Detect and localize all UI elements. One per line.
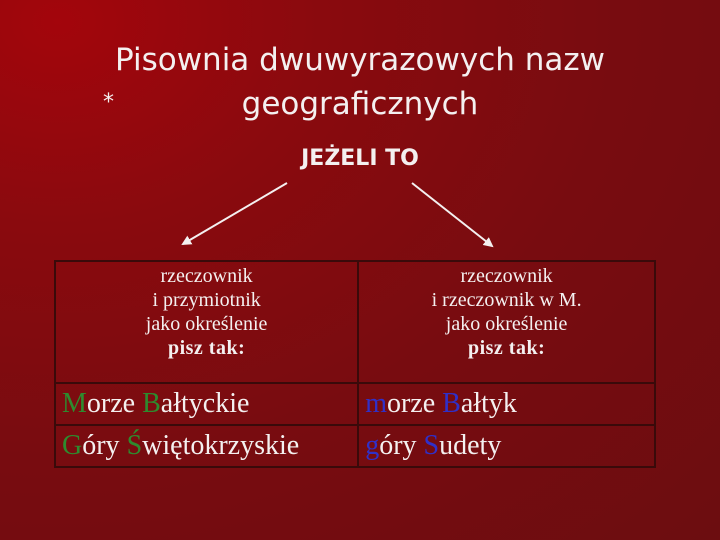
rest-text: ałtyckie <box>160 388 250 419</box>
rest-text: óry <box>82 430 127 461</box>
subtitle: JEŻELI TO <box>301 146 419 171</box>
second-letter: S <box>423 430 440 461</box>
right-header-line: rzeczownik <box>460 265 553 287</box>
first-letter: M <box>62 388 87 419</box>
rules-table <box>54 260 656 468</box>
rest-text: udety <box>439 430 502 461</box>
first-letter: m <box>365 388 387 419</box>
example-morze-baltyckie <box>55 383 358 425</box>
bullet-star: * <box>103 90 114 115</box>
title-line-1: Pisownia dwuwyrazowych nazw <box>114 42 606 78</box>
right-header-line: jako określenie <box>445 313 568 335</box>
first-letter: g <box>365 430 380 461</box>
right-header-cell <box>358 261 655 383</box>
rest-text: óry <box>379 430 424 461</box>
example-morze-baltyk <box>358 383 655 425</box>
left-header-line: jako określenie <box>145 313 268 335</box>
example-gory-sudety <box>358 425 655 467</box>
left-header-line: i przymiotnik <box>152 289 261 311</box>
first-letter: G <box>62 430 83 461</box>
rest-text: orze <box>86 388 143 419</box>
right-header-line: i rzeczownik w M. <box>431 289 582 311</box>
example-gory-swietokrzyskie <box>55 425 358 467</box>
left-header-line: rzeczownik <box>160 265 253 287</box>
rest-text: orze <box>386 388 443 419</box>
rest-text: więtokrzyskie <box>142 430 300 461</box>
second-letter: B <box>442 388 461 419</box>
second-letter: Ś <box>126 430 143 461</box>
rest-text: ałtyk <box>460 388 517 419</box>
arrow-left <box>183 183 287 244</box>
left-header-instruction: pisz tak: <box>167 337 246 359</box>
second-letter: B <box>142 388 161 419</box>
right-header-instruction: pisz tak: <box>467 337 546 359</box>
title-line-2: geograficznych <box>241 86 479 122</box>
arrow-right <box>412 183 492 246</box>
left-header-cell <box>55 261 358 383</box>
